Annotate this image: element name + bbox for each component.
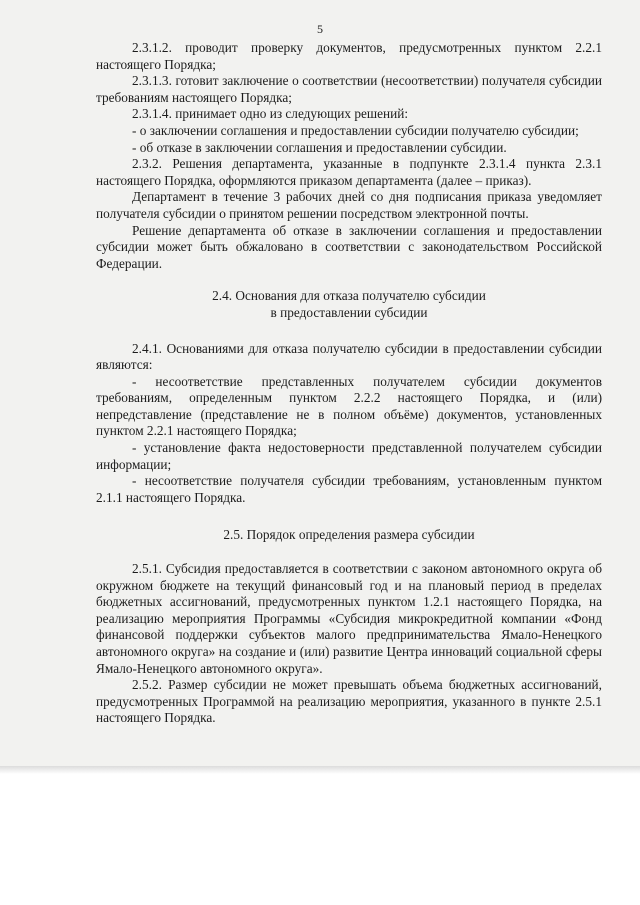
section-heading-2-4-line2: в предоставлении субсидии [270,304,428,320]
paragraph-2-5-1: 2.5.1. Субсидия предоставляется в соответствии с законом автономного округа об окружном бюджете на текущий финансовый год и на плановый период в пределах бюджетных ассигнований, предусмотренных пунктом 1.2.1 настоящего Порядка, на реализацию мероприятия Программы «Субсидия микрокредитной компании «Фонд финансовой поддержки субъектов малого предпринимательства Ямало-Ненецкого автономного округа» на создание и (или) развитие Центра инноваций социальной сферы Ямало-Ненецкого автономного округа». [96,561,602,676]
list-item-false-information: - установление факта недостоверности представленной получателем субсидии информации; [96,440,602,472]
paragraph-2-3-1-3: 2.3.1.3. готовит заключение о соответствии (несоответствии) получателя субсидии требованиям настоящего Порядка; [96,73,602,105]
list-item-conclude-agreement: - о заключении соглашения и предоставлении субсидии получателю субсидии; [132,122,579,138]
document-body [96,40,602,727]
list-item-refuse-agreement: - об отказе в заключении соглашения и предоставлении субсидии. [132,139,507,155]
paragraph-2-3-1-4: 2.3.1.4. принимает одно из следующих решений: [132,106,409,122]
paragraph-2-3-2: 2.3.2. Решения департамента, указанные в подпункте 2.3.1.4 пункта 2.3.1 настоящего Порядка, оформляются приказом департамента (далее – приказ). [96,156,602,188]
paragraph-2-3-1-2: 2.3.1.2. проводит проверку документов, предусмотренных пунктом 2.2.1 настоящего Порядка; [96,40,602,72]
section-heading-2-5: 2.5. Порядок определения размера субсидии [223,527,475,543]
list-item-documents-mismatch: - несоответствие представленных получателем субсидии документов требованиям, определенным пунктом 2.2.2 настоящего Порядка, и (или) непредставление (представление не в полном объёме) документов, установленных пунктом 2.2.1 настоящего Порядка; [96,373,602,439]
paragraph-2-5-2: 2.5.2. Размер субсидии не может превышать объема бюджетных ассигнований, предусмотренных Программой на реализацию мероприятия, указанного в пункте 2.5.1 настоящего Порядка. [96,677,602,726]
paragraph-appeal: Решение департамента об отказе в заключении соглашения и предоставлении субсидии может быть обжаловано в соответствии с законодательством Российской Федерации. [96,222,602,271]
list-item-recipient-mismatch: - несоответствие получателя субсидии требованиям, установленным пунктом 2.1.1 настоящего Порядка. [96,473,602,505]
page-number: 5 [317,22,323,36]
paragraph-notification: Департамент в течение 3 рабочих дней со дня подписания приказа уведомляет получателя субсидии о принятом решении посредством электронной почты. [96,189,602,221]
section-heading-2-4-line1: 2.4. Основания для отказа получателю субсидии [212,288,486,304]
scan-edge-shadow [0,766,640,774]
paragraph-2-4-1: 2.4.1. Основаниями для отказа получателю субсидии в предоставлении субсидии являются: [96,340,602,373]
